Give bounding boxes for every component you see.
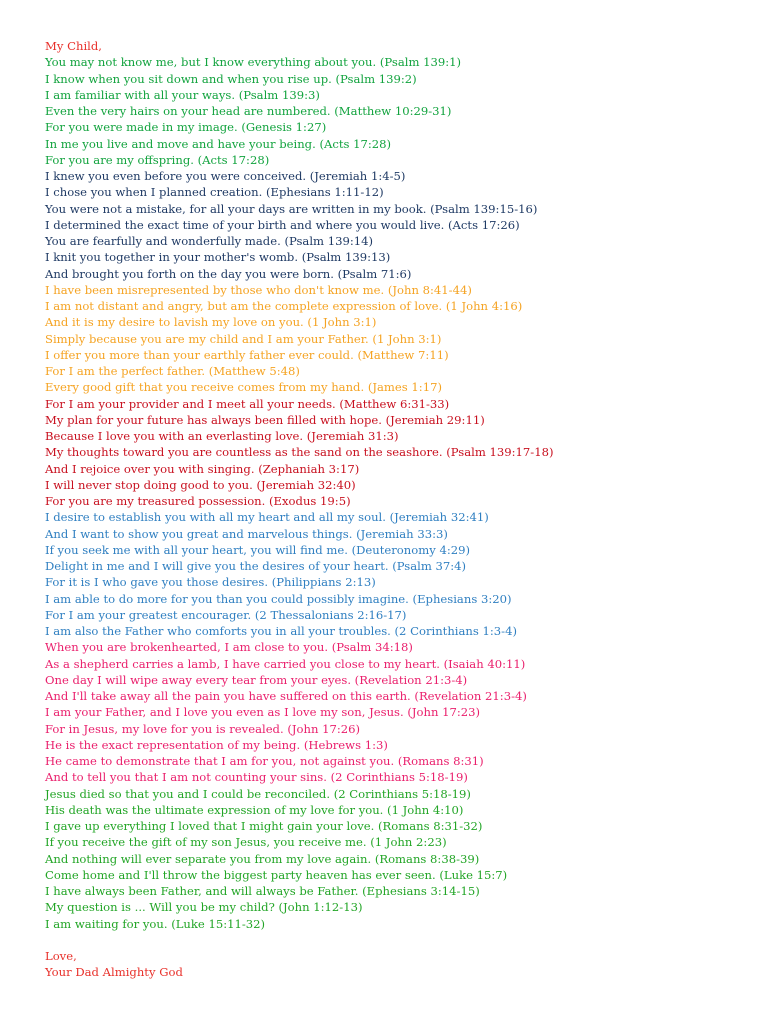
- letter-line: I am familiar with all your ways. (Psalm 139:3): [45, 87, 320, 102]
- letter-line: I determined the exact time of your birth and where you would live. (Acts 17:26): [45, 217, 520, 232]
- letter-line: And nothing will ever separate you from my love again. (Romans 8:38-39): [45, 851, 480, 866]
- letter-line: Because I love you with an everlasting love. (Jeremiah 31:3): [45, 429, 399, 443]
- letter-line: Every good gift that you receive comes from my hand. (James 1:17): [45, 380, 442, 395]
- letter-line: And brought you forth on the day you were born. (Psalm 71:6): [45, 266, 412, 281]
- letter-line: For I am your greatest encourager. (2 Thessalonians 2:16-17): [45, 607, 407, 622]
- letter-line: And to tell you that I am not counting your sins. (2 Corinthians 5:18-19): [45, 770, 468, 785]
- letter-line: For you are my treasured possession. (Exodus 19:5): [45, 494, 351, 508]
- letter-line: For I am the perfect father. (Matthew 5:48): [45, 364, 300, 378]
- letter-line: My thoughts toward you are countless as the sand on the seashore. (Psalm 139:17-18): [45, 445, 554, 460]
- letter-line: My question is ... Will you be my child? (John 1:12-13): [45, 900, 363, 915]
- letter-line: When you are brokenhearted, I am close to you. (Psalm 34:18): [45, 640, 413, 655]
- letter-line: And I want to show you great and marvelous things. (Jeremiah 33:3): [45, 526, 448, 541]
- letter-line: I am not distant and angry, but am the complete expression of love. (1 John 4:16): [45, 299, 523, 313]
- letter-line: I desire to establish you with all my heart and all my soul. (Jeremiah 32:41): [45, 510, 489, 525]
- spacer: [45, 932, 745, 948]
- letter-line: Delight in me and I will give you the desires of your heart. (Psalm 37:4): [45, 559, 467, 573]
- letter-line: And I rejoice over you with singing. (Zephaniah 3:17): [45, 461, 360, 476]
- letter-line: I am also the Father who comforts you in all your troubles. (2 Corinthians 1:3-4): [45, 624, 517, 638]
- letter-line: I am your Father, and I love you even as I love my son, Jesus. (John 17:23): [45, 705, 481, 720]
- letter-line: If you seek me with all your heart, you will find me. (Deuteronomy 4:29): [45, 542, 471, 557]
- letter-line: I gave up everything I loved that I might gain your love. (Romans 8:31-32): [45, 819, 483, 833]
- letter-line: For I am your provider and I meet all your needs. (Matthew 6:31-33): [45, 396, 450, 411]
- letter-line: He came to demonstrate that I am for you, not against you. (Romans 8:31): [45, 754, 484, 768]
- letter-line: For in Jesus, my love for you is revealed. (John 17:26): [45, 721, 361, 736]
- letter-line: My plan for your future has always been filled with hope. (Jeremiah 29:11): [45, 412, 485, 427]
- letter-line: For you are my offspring. (Acts 17:28): [45, 152, 270, 167]
- letter-line: Even the very hairs on your head are numbered. (Matthew 10:29-31): [45, 104, 452, 118]
- letter-line: For it is I who gave you those desires. (Philippians 2:13): [45, 575, 376, 590]
- letter-line: You may not know me, but I know everything about you. (Psalm 139:1): [45, 55, 462, 70]
- letter-line: And I'll take away all the pain you have suffered on this earth. (Revelation 21:3-4): [45, 689, 527, 703]
- closing: Love,: [45, 949, 77, 963]
- letter-line: You were not a mistake, for all your days are written in my book. (Psalm 139:15-16): [45, 201, 538, 216]
- letter-line: For you were made in my image. (Genesis 1:27): [45, 120, 327, 135]
- signature: Your Dad Almighty God: [45, 965, 183, 980]
- letter-line: In me you live and move and have your being. (Acts 17:28): [45, 136, 392, 151]
- letter-line: Simply because you are my child and I am your Father. (1 John 3:1): [45, 331, 442, 346]
- letter-line: I am waiting for you. (Luke 15:11-32): [45, 916, 266, 931]
- letter-line: I have always been Father, and will always be Father. (Ephesians 3:14-15): [45, 884, 480, 898]
- letter-line: You are fearfully and wonderfully made. (Psalm 139:14): [45, 234, 374, 248]
- letter-line: I knit you together in your mother's womb. (Psalm 139:13): [45, 250, 391, 265]
- letter-line: If you receive the gift of my son Jesus, you receive me. (1 John 2:23): [45, 835, 447, 850]
- letter-line: I knew you even before you were conceived. (Jeremiah 1:4-5): [45, 169, 406, 183]
- letter-line: I am able to do more for you than you could possibly imagine. (Ephesians 3:20): [45, 591, 512, 606]
- greeting: My Child,: [45, 39, 102, 53]
- letter-line: I offer you more than your earthly father ever could. (Matthew 7:11): [45, 347, 449, 362]
- letter-line: I have been misrepresented by those who don't know me. (John 8:41-44): [45, 282, 472, 297]
- letter-line: Jesus died so that you and I could be reconciled. (2 Corinthians 5:18-19): [45, 786, 471, 801]
- letter-line: I chose you when I planned creation. (Ephesians 1:11-12): [45, 185, 384, 200]
- letter-line: I will never stop doing good to you. (Jeremiah 32:40): [45, 477, 356, 492]
- letter-line: Come home and I'll throw the biggest party heaven has ever seen. (Luke 15:7): [45, 867, 508, 882]
- letter-line: I know when you sit down and when you rise up. (Psalm 139:2): [45, 71, 417, 86]
- letter-line: One day I will wipe away every tear from your eyes. (Revelation 21:3-4): [45, 672, 468, 687]
- letter: [45, 38, 745, 981]
- letter-line: He is the exact representation of my being. (Hebrews 1:3): [45, 737, 388, 752]
- letter-line: His death was the ultimate expression of my love for you. (1 John 4:10): [45, 802, 464, 817]
- letter-line: As a shepherd carries a lamb, I have carried you close to my heart. (Isaiah 40:11): [45, 656, 526, 671]
- letter-line: And it is my desire to lavish my love on you. (1 John 3:1): [45, 315, 377, 330]
